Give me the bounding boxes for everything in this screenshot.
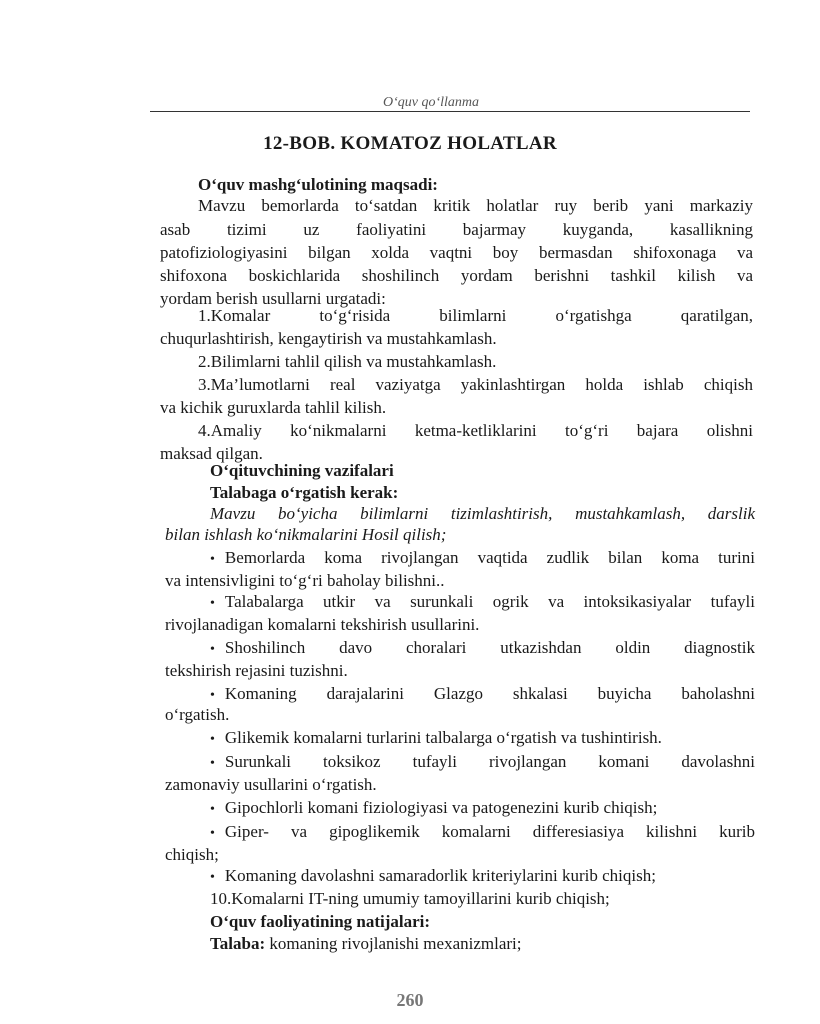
bullet-icon: • — [210, 552, 215, 567]
bullet-item — [210, 548, 755, 570]
bullet-continuation: chiqish; — [165, 845, 219, 864]
results-heading: O‘quv faoliyatining natijalari: — [210, 912, 431, 931]
goal-item: 2.Bilimlarni tahlil qilish va mustahkamlash. — [198, 352, 497, 371]
bullet-text: Gipochlorli komani fiziologiyasi va patogenezini kurib chiqish; — [224, 798, 658, 817]
bullet-icon: • — [210, 732, 215, 747]
goal-item: 1.Komalar to‘g‘risida bilimlarni o‘rgatishga qaratilgan, — [198, 306, 753, 325]
paragraph-line: shifoxona boskichlarida shoshilinch yordam berishni tashkil kilish va — [160, 266, 753, 285]
bullet-text: Talabalarga utkir va surunkali ogrik va intoksikasiyalar tufayli — [224, 592, 755, 611]
bullet-continuation: zamonaviy usullarini o‘rgatish. — [165, 775, 377, 794]
bullet-item — [210, 822, 755, 844]
bullet-item — [210, 728, 662, 750]
teacher-heading: O‘qituvchining vazifalari — [210, 461, 394, 480]
italic-line: bilan ishlash ko‘nikmalarini Hosil qilish; — [165, 525, 447, 544]
results-line — [210, 934, 522, 954]
bullet-icon: • — [210, 826, 215, 841]
bullet-continuation: rivojlanadigan komalarni tekshirish usullarini. — [165, 615, 480, 634]
paragraph-line: Mavzu bemorlarda to‘satdan kritik holatlar ruy berib yani markaziy — [198, 196, 753, 215]
goal-item: 4.Amaliy ko‘nikmalarni ketma-ketliklarini to‘g‘ri bajara olishni — [198, 421, 753, 440]
goal-item: 10.Komalarni IT-ning umumiy tamoyillarini kurib chiqish; — [210, 889, 610, 908]
header-rule — [150, 111, 750, 112]
bullet-text: Komaning davolashni samaradorlik kriteriylarini kurib chiqish; — [224, 866, 656, 885]
bullet-continuation: tekshirish rejasini tuzishni. — [165, 661, 348, 680]
bullet-text: Shoshilinch davo choralari utkazishdan oldin diagnostik — [224, 638, 755, 657]
bullet-text: Glikemik komalarni turlarini talbalarga o‘rgatish va tushintirish. — [224, 728, 662, 747]
bullet-icon: • — [210, 688, 215, 703]
bullet-item — [210, 638, 755, 660]
goal-item: 3.Ma’lumotlarni real vaziyatga yakinlashtirgan holda ishlab chiqish — [198, 375, 753, 394]
bullet-text: Surunkali toksikoz tufayli rivojlangan komani davolashni — [224, 752, 755, 771]
bullet-item — [210, 752, 755, 774]
chapter-title: 12-BOB. KOMATOZ HOLATLAR — [263, 133, 557, 154]
bullet-text: Bemorlarda koma rivojlangan vaqtida zudlik bilan koma turini — [224, 548, 755, 567]
bullet-text: Giper- va gipoglikemik komalarni differesiasiya kilishni kurib — [224, 822, 755, 841]
paragraph-line: asab tizimi uz faoliyatini bajarmay kuyganda, kasallikning — [160, 220, 753, 239]
bullet-icon: • — [210, 642, 215, 657]
paragraph-line: yordam berish usullarni urgatadi: — [160, 289, 386, 308]
bullet-item — [210, 798, 657, 820]
results-text: komaning rivojlanishi mexanizmlari; — [265, 934, 522, 953]
goal-item: chuqurlashtirish, kengaytirish va mustahkamlash. — [160, 329, 497, 348]
bullet-icon: • — [210, 756, 215, 771]
student-heading: Talabaga o‘rgatish kerak: — [210, 483, 399, 502]
results-label: Talaba: — [210, 934, 266, 953]
bullet-icon: • — [210, 596, 215, 611]
page-number: 260 — [396, 990, 424, 1010]
bullet-item — [210, 684, 755, 706]
bullet-continuation: va intensivligini to‘g‘ri baholay bilishni.. — [165, 571, 445, 590]
bullet-icon: • — [210, 870, 215, 885]
goal-item: va kichik guruxlarda tahlil kilish. — [160, 398, 387, 417]
italic-line: Mavzu bo‘yicha bilimlarni tizimlashtirish, mustahkamlash, darslik — [210, 504, 755, 523]
bullet-text: Komaning darajalarini Glazgo shkalasi buyicha baholashni — [224, 684, 755, 703]
goal-item: maksad qilgan. — [160, 444, 263, 463]
bullet-icon: • — [210, 802, 215, 817]
goal-heading: O‘quv mashg‘ulotining maqsadi: — [198, 175, 438, 194]
paragraph-line: patofiziologiyasini bilgan xolda vaqtni boy bermasdan shifoxonaga va — [160, 243, 753, 262]
bullet-continuation: o‘rgatish. — [165, 705, 230, 724]
running-title: O‘quv qo‘llanma — [383, 95, 480, 110]
bullet-item — [210, 866, 656, 888]
bullet-item — [210, 592, 755, 614]
